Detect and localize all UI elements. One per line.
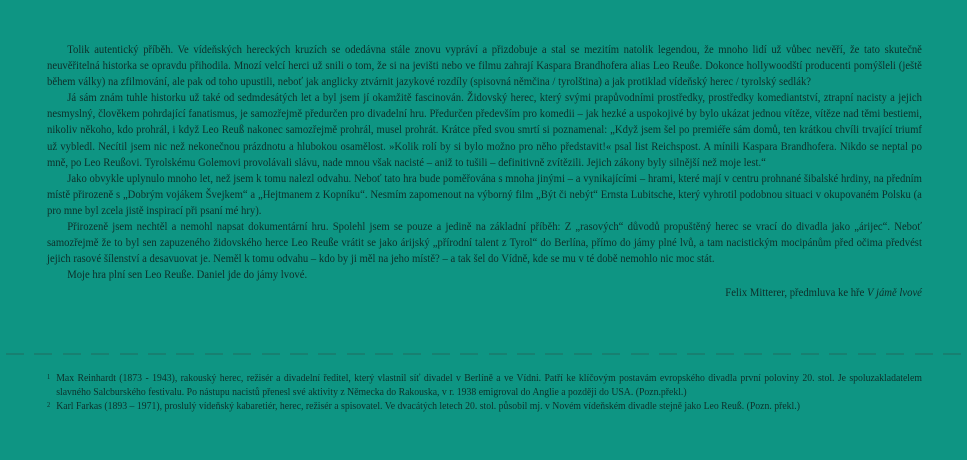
footnote-text: Max Reinhardt (1873 - 1943), rakouský herec, režisér a divadelní ředitel, který vlastnil síť divadel v Berlíně a ve Vídni. Patří ke klíčovým postavám evropského divadla první poloviny 20. stol. Je spoluzakladatelem slavného Salcburského festivalu. Po nástupu nacistů přenesl své aktivity z Německa do Rakouska, v r. 1938 emigroval do Anglie a později do USA. (Pozn.překl.) [56, 373, 922, 398]
paragraph-4: Přirozeně jsem nechtěl a nemohl napsat dokumentární hru. Spolehl jsem se pouze a jedině na základní příběh: Z „rasových“ důvodů propuštěný herec se vrací do divadla jako „árijec“. Neboť samozřejmě že to byl sen zapuzeného židovského herce Leo Reuße vrátit se jako árijský „přírodní talent z Tyrol“ do Berlína, přímo do jámy plné lvů, a tam nacistickým mocipánům před očima předvést jejich rasové šílenství a desavuovat je. Neměl k tomu odvahu – kdo by ji měl na jeho místě? – a tak šel do Vídně, kde se mu v té době nemohlo nic moc stát. [47, 220, 922, 266]
footnote-separator [0, 350, 967, 358]
footnotes [47, 372, 922, 413]
signature-prefix: Felix Mitterer, předmluva ke hře [725, 286, 865, 300]
main-text [47, 42, 922, 302]
footnote-2 [47, 400, 922, 414]
footnote-1 [47, 372, 922, 400]
footnote-mark: 2 [47, 400, 51, 409]
signature-title: V jámě lvové [867, 286, 922, 300]
paragraph-2: Já sám znám tuhle historku už také od sedmdesátých let a byl jsem jí okamžitě fascinován. Židovský herec, který svými prapůvodními prostředky, prostředky komediantství, ztrapní nacisty a jejich nesmyslný, člověkem pohrdající fanatismus, je samozřejmě předurčen pro divadelní hru. Předurčen především pro komedii – jak hezké a uspokojivé by bylo ukázat jednou vítěze, vítěze nad těmi bestiemi, nikoliv někoho, kdo prohrál, i když Leo Reuß nakonec samozřejmě prohrál, musel prohrát. Krátce před svou smrtí si poznamenal: „Když jsem šel po premiéře sám domů, ten krátkou chvíli trvající triumf už vybledl. Necítil jsem nic než nekonečnou prázdnotu a hlubokou osamělost. »Kolik rolí by si bylo možno pro něho představit!« psal list Reichspost. A mínili Kaspara Brandhofera. Nikdo se neptal po mně, po Leo Reußovi. Tyrolskému Golemovi provolávali slávu, nade mnou však nacisté – aniž to tušili – definitivně zvítězili. Jejich zákony byly silnější než moje lest.“ [47, 91, 922, 169]
paragraph-3: Jako obvykle uplynulo mnoho let, než jsem k tomu nalezl odvahu. Neboť tato hra bude poměřována s mnoha jinými – a vynikajícími – hrami, které mají v centru prohnané šibalské hrdiny, na předním místě přirozeně s „Dobrým vojákem Švejkem“ a „Hejtmanem z Kopníku“. Nesmím zapomenout na výborný film „Být či nebýt“ Ernsta Lubitsche, který vyhrotil podobnou situaci v okupovaném Polsku (a pro mne byl zcela jistě inspirací při psaní mé hry). [47, 171, 922, 217]
footnote-mark: 1 [47, 373, 51, 381]
paragraph-1: Tolik autentický příběh. Ve vídeňských hereckých kruzích se odedávna stále znovu vypráví a přizdobuje a stal se mezitím natolik legendou, že mnoho lidí už vůbec nevěří, že tato skutečně neuvěřitelná historka se opravdu přihodila. Mnozí velcí herci už snili o tom, že si na jevišti nebo ve filmu zahrají Kaspara Brandhofera alias Leo Reuße. Dokonce hollywoodští producenti pomýšleli (ještě během války) na zfilmování, ale pak od toho upustili, neboť jak anglicky ztvárnit jazykové rozdíly (spisovná němčina / tyrolština) a jak protiklad vídeňský herec / tyrolský sedlák? [47, 43, 922, 89]
paragraph-5: Moje hra plní sen Leo Reuße. Daniel jde do jámy lvové. [67, 268, 308, 282]
footnote-text: Karl Farkas (1893 – 1971), proslulý vídeňský kabaretiér, herec, režisér a spisovatel. Ve dvacátých letech 20. stol. působil mj. v Novém vídeňském divadle stejně jako Leo Reuß. (Pozn. překl.) [56, 400, 800, 412]
signature [47, 283, 922, 301]
